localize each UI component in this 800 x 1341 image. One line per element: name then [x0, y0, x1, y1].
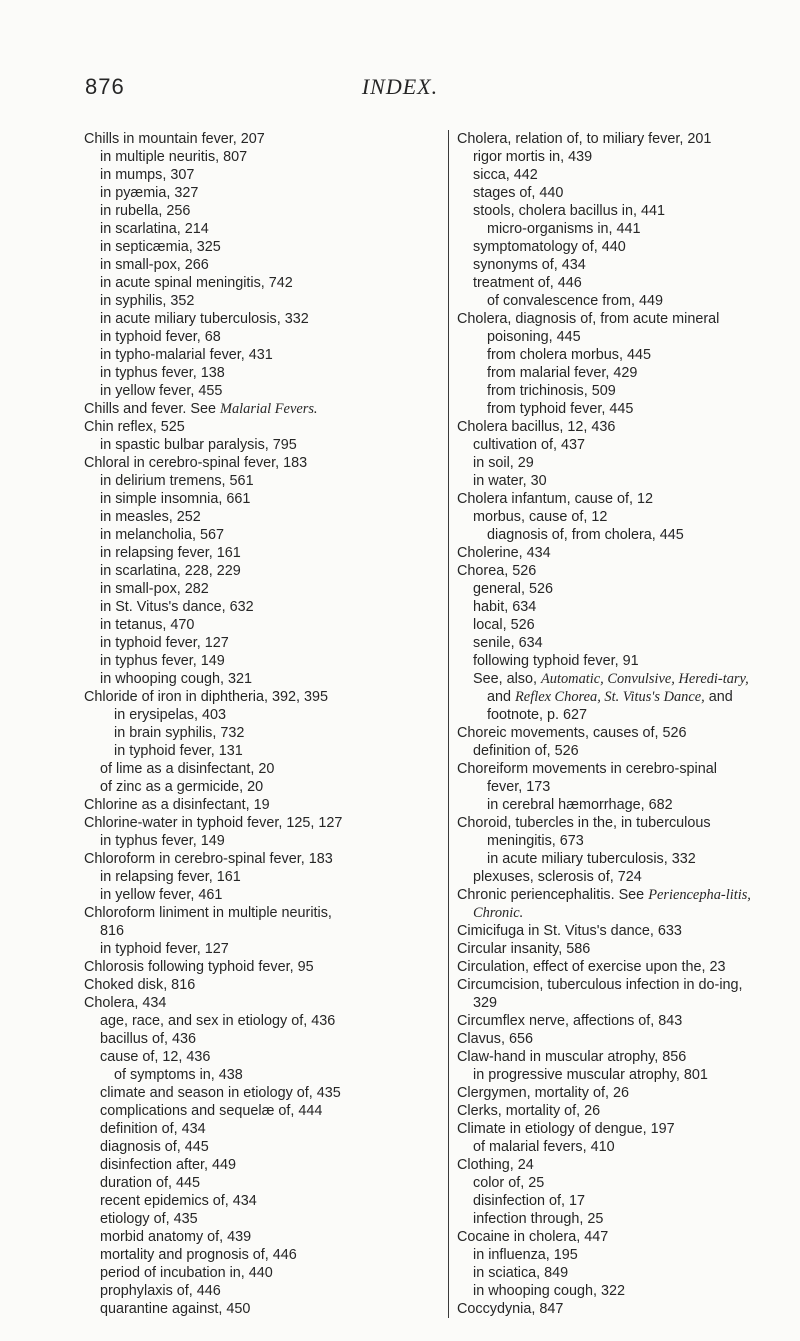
cross-reference: Periencepha-litis, Chronic. — [473, 887, 751, 921]
index-entry — [84, 1228, 436, 1246]
index-entry — [457, 850, 769, 868]
entry-text: Chin reflex, 525 — [84, 419, 185, 435]
entry-text: duration of, 445 — [100, 1175, 201, 1191]
index-entry — [457, 436, 769, 454]
index-entry — [84, 652, 436, 670]
index-entry — [84, 1210, 436, 1228]
index-entry — [457, 1192, 769, 1210]
index-entry — [84, 994, 436, 1012]
entry-text: Cholera bacillus, 12, 436 — [457, 419, 616, 435]
entry-text: Cimicifuga in St. Vitus's dance, 633 — [457, 923, 682, 939]
index-entry — [457, 400, 769, 418]
entry-text: in yellow fever, 461 — [100, 887, 223, 903]
entry-text: in relapsing fever, 161 — [100, 545, 241, 561]
entry-text: in septicæmia, 325 — [100, 239, 221, 255]
entry-text: in typhoid fever, 68 — [100, 329, 221, 345]
index-entry — [457, 472, 769, 490]
entry-text: in melancholia, 567 — [100, 527, 224, 543]
cross-reference: Reflex Chorea, St. Vitus's Dance, — [515, 689, 705, 705]
entry-text: in acute miliary tuberculosis, 332 — [487, 851, 696, 867]
entry-text: Clergymen, mortality of, 26 — [457, 1085, 629, 1101]
index-entry — [84, 1282, 436, 1300]
entry-text: cause of, 12, 436 — [100, 1049, 211, 1065]
entry-text: in simple insomnia, 661 — [100, 491, 251, 507]
index-entry — [457, 1066, 769, 1084]
entry-text: Chlorine as a disinfectant, 19 — [84, 797, 270, 813]
entry-text: Chorea, 526 — [457, 563, 537, 579]
index-entry — [84, 418, 436, 436]
entry-text: poisoning, 445 — [487, 329, 581, 345]
index-entry — [457, 1156, 769, 1174]
index-entry — [457, 328, 769, 346]
entry-text: following typhoid fever, 91 — [473, 653, 639, 669]
index-entry — [457, 886, 769, 922]
entry-text: color of, 25 — [473, 1175, 545, 1191]
entry-text: stages of, 440 — [473, 185, 564, 201]
entry-text: climate and season in etiology of, 435 — [100, 1085, 341, 1101]
index-entry — [84, 472, 436, 490]
index-entry — [457, 616, 769, 634]
index-entry — [84, 616, 436, 634]
entry-text: Cocaine in cholera, 447 — [457, 1229, 609, 1245]
entry-text: in acute spinal meningitis, 742 — [100, 275, 293, 291]
index-entry — [457, 1210, 769, 1228]
index-entry — [457, 274, 769, 292]
entry-text: micro-organisms in, 441 — [487, 221, 641, 237]
index-entry — [457, 832, 769, 850]
index-entry — [457, 958, 769, 976]
entry-text: recent epidemics of, 434 — [100, 1193, 257, 1209]
index-entry — [457, 202, 769, 220]
entry-text: in syphilis, 352 — [100, 293, 195, 309]
index-entry — [84, 1120, 436, 1138]
index-entry — [457, 220, 769, 238]
index-entry — [457, 184, 769, 202]
index-column-right — [448, 130, 769, 1318]
index-entry — [84, 958, 436, 976]
entry-text: quarantine against, 450 — [100, 1301, 251, 1317]
entry-text: disinfection after, 449 — [100, 1157, 237, 1173]
index-entry — [84, 148, 436, 166]
entry-text: Circulation, effect of exercise upon the, 23 — [457, 959, 726, 975]
entry-text: definition of, 526 — [473, 743, 579, 759]
entry-text: in sciatica, 849 — [473, 1265, 569, 1281]
entry-text: in typhoid fever, 127 — [100, 941, 229, 957]
index-entry — [84, 526, 436, 544]
entry-text: and — [487, 689, 516, 705]
entry-text: Clothing, 24 — [457, 1157, 534, 1173]
entry-text: Circular insanity, 586 — [457, 941, 591, 957]
entry-text: and footnote, p. 627 — [487, 689, 733, 723]
index-entry — [457, 796, 769, 814]
index-entry — [84, 310, 436, 328]
index-entry — [457, 238, 769, 256]
index-entry — [84, 346, 436, 364]
entry-text: mortality and prognosis of, 446 — [100, 1247, 297, 1263]
index-entry — [457, 976, 769, 1012]
index-entry — [84, 454, 436, 472]
index-entry — [457, 868, 769, 886]
entry-text: in cerebral hæmorrhage, 682 — [487, 797, 673, 813]
entry-text: cultivation of, 437 — [473, 437, 585, 453]
entry-text: from cholera morbus, 445 — [487, 347, 651, 363]
entry-text: Choked disk, 816 — [84, 977, 196, 993]
entry-text: Circumcision, tuberculous infection in do-ing, 329 — [457, 977, 743, 1011]
entry-text: treatment of, 446 — [473, 275, 582, 291]
index-entry — [84, 580, 436, 598]
index-entry — [457, 1282, 769, 1300]
index-entry — [84, 1246, 436, 1264]
index-entry — [457, 418, 769, 436]
entry-text: general, 526 — [473, 581, 554, 597]
running-head: INDEX. — [361, 74, 439, 99]
entry-text: disinfection of, 17 — [473, 1193, 585, 1209]
entry-text: infection through, 25 — [473, 1211, 604, 1227]
entry-text: in influenza, 195 — [473, 1247, 578, 1263]
entry-text: Chloroform liniment in multiple neuritis, — [84, 905, 332, 921]
entry-text: in pyæmia, 327 — [100, 185, 199, 201]
index-entry — [457, 634, 769, 652]
entry-text: fever, 173 — [487, 779, 551, 795]
entry-text: Clavus, 656 — [457, 1031, 533, 1047]
index-entry — [457, 580, 769, 598]
entry-text: in typhus fever, 149 — [100, 833, 225, 849]
index-entry — [84, 1138, 436, 1156]
index-entry — [84, 490, 436, 508]
index-entry — [84, 184, 436, 202]
entry-text: See, also, — [473, 671, 541, 687]
entry-text: Choroid, tubercles in the, in tuberculous — [457, 815, 711, 831]
index-entry — [457, 760, 769, 778]
entry-text: in typhus fever, 138 — [100, 365, 225, 381]
index-entry — [457, 526, 769, 544]
index-entry — [457, 652, 769, 670]
entry-text: in mumps, 307 — [100, 167, 195, 183]
index-entry — [457, 310, 769, 328]
index-entry — [457, 508, 769, 526]
entry-text: prophylaxis of, 446 — [100, 1283, 221, 1299]
index-entry — [84, 256, 436, 274]
entry-text: morbus, cause of, 12 — [473, 509, 608, 525]
index-entry — [457, 814, 769, 832]
index-entry — [84, 1174, 436, 1192]
page-number: 876 — [85, 74, 125, 99]
entry-text: from malarial fever, 429 — [487, 365, 638, 381]
index-entry — [457, 346, 769, 364]
index-entry — [84, 868, 436, 886]
index-entry — [84, 508, 436, 526]
index-entry — [457, 742, 769, 760]
index-entry — [84, 670, 436, 688]
index-entry — [84, 940, 436, 958]
entry-text: senile, 634 — [473, 635, 543, 651]
index-entry — [84, 1066, 436, 1084]
entry-text: Cholera, diagnosis of, from acute mineral — [457, 311, 720, 327]
entry-text: Choreic movements, causes of, 526 — [457, 725, 687, 741]
entry-text: Chlorine-water in typhoid fever, 125, 127 — [84, 815, 343, 831]
index-entry — [457, 382, 769, 400]
index-entry — [84, 724, 436, 742]
entry-text: of lime as a disinfectant, 20 — [100, 761, 275, 777]
entry-text: rigor mortis in, 439 — [473, 149, 593, 165]
entry-text: in typhoid fever, 131 — [114, 743, 243, 759]
index-entry — [457, 670, 769, 724]
entry-text: in rubella, 256 — [100, 203, 191, 219]
entry-text: 816 — [100, 923, 125, 939]
entry-text: in typho-malarial fever, 431 — [100, 347, 273, 363]
cross-reference: Automatic, Convulsive, Heredi-tary, — [541, 671, 749, 687]
index-entry — [457, 166, 769, 184]
entry-text: morbid anatomy of, 439 — [100, 1229, 252, 1245]
index-entry — [84, 238, 436, 256]
entry-text: in typhoid fever, 127 — [100, 635, 229, 651]
index-entry — [457, 1264, 769, 1282]
index-entry — [457, 598, 769, 616]
entry-text: Climate in etiology of dengue, 197 — [457, 1121, 675, 1137]
index-entry — [457, 1030, 769, 1048]
index-entry — [84, 1048, 436, 1066]
index-entry — [84, 706, 436, 724]
index-entry — [84, 1030, 436, 1048]
entry-text: Chloral in cerebro-spinal fever, 183 — [84, 455, 308, 471]
index-entry — [84, 922, 436, 940]
index-entry — [84, 220, 436, 238]
entry-text: in measles, 252 — [100, 509, 201, 525]
entry-text: in spastic bulbar paralysis, 795 — [100, 437, 297, 453]
index-entry — [84, 544, 436, 562]
index-entry — [84, 328, 436, 346]
index-entry — [457, 940, 769, 958]
entry-text: Cholerine, 434 — [457, 545, 551, 561]
entry-text: Chloroform in cerebro-spinal fever, 183 — [84, 851, 333, 867]
entry-text: Chills and fever. See — [84, 401, 220, 417]
index-entry — [84, 850, 436, 868]
entry-text: in brain syphilis, 732 — [114, 725, 245, 741]
index-entry — [84, 202, 436, 220]
index-entry — [84, 778, 436, 796]
index-entry — [84, 760, 436, 778]
index-entry — [457, 1120, 769, 1138]
entry-text: etiology of, 435 — [100, 1211, 198, 1227]
index-entry — [457, 1228, 769, 1246]
index-entry — [457, 544, 769, 562]
entry-text: synonyms of, 434 — [473, 257, 586, 273]
entry-text: sicca, 442 — [473, 167, 538, 183]
index-entry — [84, 814, 436, 832]
entry-text: in relapsing fever, 161 — [100, 869, 241, 885]
entry-text: in St. Vitus's dance, 632 — [100, 599, 254, 615]
index-column-left — [84, 130, 436, 1318]
index-entry — [457, 1012, 769, 1030]
entry-text: bacillus of, 436 — [100, 1031, 196, 1047]
entry-text: in scarlatina, 228, 229 — [100, 563, 241, 579]
entry-text: meningitis, 673 — [487, 833, 584, 849]
index-entry — [84, 400, 436, 418]
cross-reference: Malarial Fevers. — [220, 401, 318, 417]
entry-text: local, 526 — [473, 617, 535, 633]
entry-text: Choreiform movements in cerebro-spinal — [457, 761, 717, 777]
index-entry — [84, 1192, 436, 1210]
entry-text: from typhoid fever, 445 — [487, 401, 634, 417]
index-entry — [84, 976, 436, 994]
entry-text: of malarial fevers, 410 — [473, 1139, 615, 1155]
entry-text: Chills in mountain fever, 207 — [84, 131, 265, 147]
index-entry — [84, 904, 436, 922]
entry-text: Chronic periencephalitis. See — [457, 887, 649, 903]
index-entry — [84, 1102, 436, 1120]
entry-text: Chlorosis following typhoid fever, 95 — [84, 959, 314, 975]
entry-text: Cholera infantum, cause of, 12 — [457, 491, 653, 507]
entry-text: in progressive muscular atrophy, 801 — [473, 1067, 708, 1083]
index-entry — [84, 1084, 436, 1102]
entry-text: definition of, 434 — [100, 1121, 206, 1137]
index-entry — [84, 562, 436, 580]
entry-text: diagnosis of, 445 — [100, 1139, 209, 1155]
entry-text: in whooping cough, 322 — [473, 1283, 626, 1299]
index-entry — [457, 490, 769, 508]
page-header — [0, 74, 800, 104]
index-entry — [457, 778, 769, 796]
index-entry — [457, 1174, 769, 1192]
entry-text: in soil, 29 — [473, 455, 534, 471]
index-entry — [457, 256, 769, 274]
index-entry — [457, 1084, 769, 1102]
index-entry — [457, 922, 769, 940]
index-entry — [457, 1048, 769, 1066]
index-entry — [457, 1102, 769, 1120]
index-entry — [84, 688, 436, 706]
index-entry — [84, 598, 436, 616]
entry-text: period of incubation in, 440 — [100, 1265, 273, 1281]
entry-text: in small-pox, 266 — [100, 257, 209, 273]
index-entry — [457, 1300, 769, 1318]
entry-text: of zinc as a germicide, 20 — [100, 779, 264, 795]
entry-text: of convalescence from, 449 — [487, 293, 663, 309]
index-entry — [84, 274, 436, 292]
entry-text: in scarlatina, 214 — [100, 221, 209, 237]
entry-text: symptomatology of, 440 — [473, 239, 626, 255]
index-entry — [84, 796, 436, 814]
entry-text: from trichinosis, 509 — [487, 383, 616, 399]
entry-text: Cholera, 434 — [84, 995, 167, 1011]
entry-text: in erysipelas, 403 — [114, 707, 226, 723]
index-entry — [457, 130, 769, 148]
entry-text: complications and sequelæ of, 444 — [100, 1103, 323, 1119]
entry-text: in water, 30 — [473, 473, 547, 489]
entry-text: Chloride of iron in diphtheria, 392, 395 — [84, 689, 329, 705]
index-entry — [84, 634, 436, 652]
index-entry — [457, 454, 769, 472]
entry-text: in acute miliary tuberculosis, 332 — [100, 311, 309, 327]
index-entry — [84, 832, 436, 850]
entry-text: plexuses, sclerosis of, 724 — [473, 869, 642, 885]
entry-text: Claw-hand in muscular atrophy, 856 — [457, 1049, 687, 1065]
entry-text: in multiple neuritis, 807 — [100, 149, 248, 165]
index-entry — [84, 166, 436, 184]
index-entry — [457, 1246, 769, 1264]
index-entry — [84, 886, 436, 904]
index-entry — [84, 1300, 436, 1318]
entry-text: in yellow fever, 455 — [100, 383, 223, 399]
index-entry — [84, 364, 436, 382]
index-entry — [84, 1156, 436, 1174]
index-entry — [84, 742, 436, 760]
index-entry — [457, 292, 769, 310]
entry-text: habit, 634 — [473, 599, 537, 615]
entry-text: Clerks, mortality of, 26 — [457, 1103, 601, 1119]
entry-text: Coccydynia, 847 — [457, 1301, 564, 1317]
index-entry — [457, 562, 769, 580]
index-entry — [84, 292, 436, 310]
index-entry — [457, 364, 769, 382]
index-entry — [457, 148, 769, 166]
index-entry — [84, 1264, 436, 1282]
index-entry — [84, 436, 436, 454]
index-entry — [457, 724, 769, 742]
entry-text: stools, cholera bacillus in, 441 — [473, 203, 665, 219]
entry-text: Circumflex nerve, affections of, 843 — [457, 1013, 683, 1029]
entry-text: Cholera, relation of, to miliary fever, 201 — [457, 131, 712, 147]
entry-text: of symptoms in, 438 — [114, 1067, 243, 1083]
entry-text: in tetanus, 470 — [100, 617, 195, 633]
index-entry — [457, 1138, 769, 1156]
entry-text: in small-pox, 282 — [100, 581, 209, 597]
entry-text: in typhus fever, 149 — [100, 653, 225, 669]
index-entry — [84, 130, 436, 148]
entry-text: age, race, and sex in etiology of, 436 — [100, 1013, 336, 1029]
index-entry — [84, 1012, 436, 1030]
index-entry — [84, 382, 436, 400]
entry-text: diagnosis of, from cholera, 445 — [487, 527, 684, 543]
entry-text: in delirium tremens, 561 — [100, 473, 254, 489]
entry-text: in whooping cough, 321 — [100, 671, 253, 687]
